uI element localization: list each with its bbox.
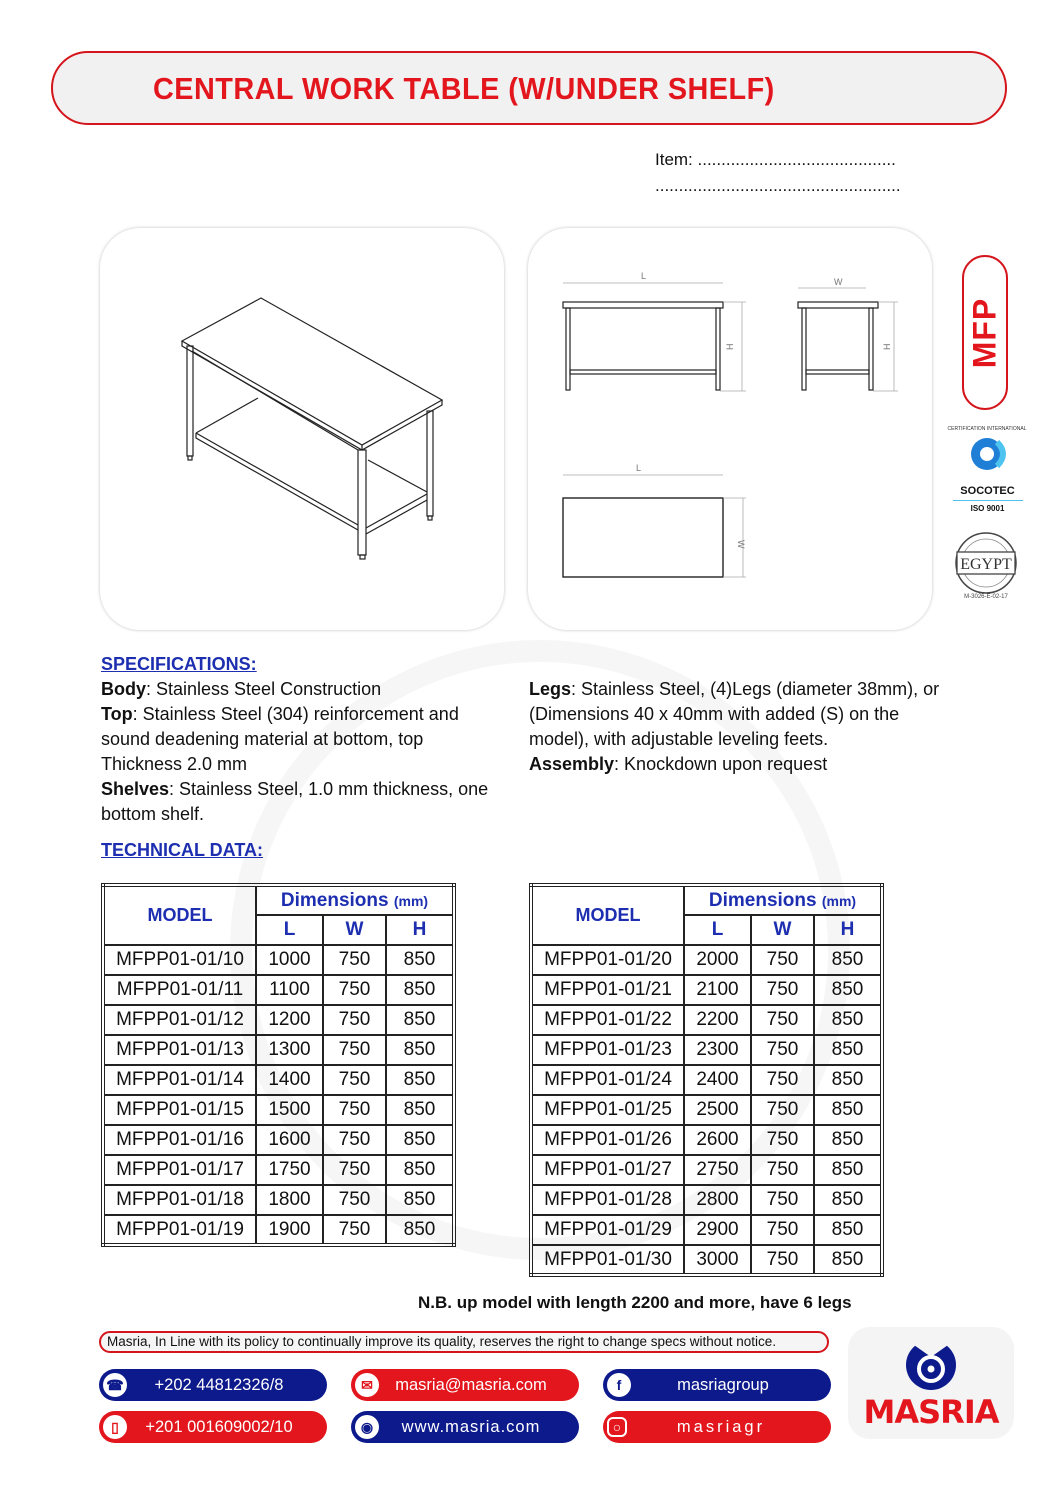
cell-model: MFPP01-01/11 (103, 975, 256, 1005)
cell-length: 2200 (684, 1005, 751, 1035)
header-H: H (386, 915, 454, 945)
legs-note: N.B. up model with length 2200 and more, have 6 legs (418, 1293, 852, 1312)
phone-icon: ☎ (103, 1373, 127, 1397)
cell-width: 750 (323, 1215, 386, 1245)
header-L: L (256, 915, 323, 945)
table-row (103, 1035, 454, 1065)
made-in-egypt-seal (947, 530, 1025, 600)
table-row (103, 1065, 454, 1095)
table-row (103, 1095, 454, 1125)
facebook-link[interactable]: f masriagroup (603, 1369, 831, 1401)
cell-model: MFPP01-01/27 (531, 1155, 684, 1185)
facebook-icon: f (607, 1373, 631, 1397)
header-dimensions: Dimensions (mm) (684, 885, 882, 915)
socotec-icon (945, 420, 1030, 482)
socotec-ring-text: CERTIFICATION INTERNATIONAL (947, 426, 1027, 432)
cell-length: 1100 (256, 975, 323, 1005)
cell-model: MFPP01-01/10 (103, 945, 256, 975)
cell-height: 850 (386, 1095, 454, 1125)
spec-assembly: Assembly: Knockdown upon request (529, 754, 828, 774)
cell-height: 850 (814, 1185, 882, 1215)
header-H: H (814, 915, 882, 945)
instagram-link[interactable]: ○ masriagr (603, 1411, 831, 1443)
cell-width: 750 (751, 1245, 814, 1275)
spec-shelves: Shelves: Stainless Steel, 1.0 mm thickness, one bottom shelf. (101, 779, 489, 824)
mfp-label: MFP (966, 297, 1003, 368)
header-model: MODEL (103, 885, 256, 945)
cell-width: 750 (751, 1095, 814, 1125)
socotec-divider (953, 500, 1023, 501)
cell-length: 2600 (684, 1125, 751, 1155)
cell-height: 850 (386, 1035, 454, 1065)
cell-length: 1800 (256, 1185, 323, 1215)
leg-back-left (187, 346, 193, 456)
table-row (531, 975, 882, 1005)
item-field: Item: .......................................... (655, 150, 896, 169)
cell-width: 750 (323, 975, 386, 1005)
cell-length: 3000 (684, 1245, 751, 1275)
cell-height: 850 (386, 945, 454, 975)
spec-top: Top: Stainless Steel (304) reinforcement and sound deadening material at bottom, top Thickness 2.0 mm (101, 704, 459, 774)
cell-width: 750 (751, 1035, 814, 1065)
cell-model: MFPP01-01/12 (103, 1005, 256, 1035)
email-link[interactable]: ✉ masria@masria.com (351, 1369, 579, 1401)
cell-model: MFPP01-01/13 (103, 1035, 256, 1065)
isometric-table-drawing (100, 228, 504, 630)
cell-model: MFPP01-01/26 (531, 1125, 684, 1155)
side-label-H: H (882, 343, 892, 350)
cell-model: MFPP01-01/22 (531, 1005, 684, 1035)
cell-height: 850 (386, 1065, 454, 1095)
disclaimer: Masria, In Line with its policy to continually improve its quality, reserves the right to change specs without notice. (99, 1331, 829, 1353)
cell-width: 750 (751, 945, 814, 975)
cell-width: 750 (323, 1095, 386, 1125)
spec-body: Body: Stainless Steel Construction (101, 679, 382, 699)
cell-width: 750 (751, 1215, 814, 1245)
orthographic-drawings (528, 228, 932, 630)
cell-width: 750 (751, 1185, 814, 1215)
cell-model: MFPP01-01/23 (531, 1035, 684, 1065)
table-row (531, 945, 882, 975)
cell-width: 750 (323, 1005, 386, 1035)
masria-wordmark: MASRIA (863, 1393, 999, 1431)
egypt-seal-icon (947, 530, 1025, 600)
table-row (531, 1155, 882, 1185)
masria-emblem-icon (848, 1327, 1014, 1397)
table-row (103, 1125, 454, 1155)
cell-length: 2500 (684, 1095, 751, 1125)
cell-model: MFPP01-01/20 (531, 945, 684, 975)
top-view (563, 463, 746, 577)
top-label-L: L (636, 463, 642, 473)
cell-height: 850 (814, 1125, 882, 1155)
cell-height: 850 (814, 1065, 882, 1095)
globe-icon: ◉ (355, 1415, 379, 1439)
cell-length: 2900 (684, 1215, 751, 1245)
egypt-code: M-3026-E-02-17 (964, 594, 1008, 600)
front-label-H: H (725, 343, 735, 350)
table-row (103, 945, 454, 975)
cell-model: MFPP01-01/17 (103, 1155, 256, 1185)
table-row (531, 1005, 882, 1035)
orthographic-drawing-panel (528, 228, 932, 630)
isometric-drawing-panel (100, 228, 504, 630)
header-model: MODEL (531, 885, 684, 945)
cell-length: 2300 (684, 1035, 751, 1065)
masria-logo (848, 1327, 1014, 1439)
cell-width: 750 (323, 1035, 386, 1065)
cell-length: 2750 (684, 1155, 751, 1185)
cell-height: 850 (814, 1005, 882, 1035)
table-row (103, 975, 454, 1005)
phone-landline[interactable]: ☎ +202 44812326/8 (99, 1369, 327, 1401)
email-icon: ✉ (355, 1373, 379, 1397)
table-row (531, 1125, 882, 1155)
cell-model: MFPP01-01/25 (531, 1095, 684, 1125)
cell-height: 850 (386, 1215, 454, 1245)
top-label-W: W (736, 540, 746, 549)
cell-height: 850 (814, 1155, 882, 1185)
table-row (531, 1095, 882, 1125)
cell-length: 1400 (256, 1065, 323, 1095)
header-dimensions: Dimensions (mm) (256, 885, 454, 915)
leg-front-left (358, 450, 366, 555)
mfp-badge (962, 255, 1008, 410)
technical-table-2 (529, 883, 884, 1277)
cell-height: 850 (814, 1245, 882, 1275)
side-label-W: W (834, 277, 843, 287)
cell-model: MFPP01-01/16 (103, 1125, 256, 1155)
table-row (103, 1215, 454, 1245)
cell-height: 850 (814, 1035, 882, 1065)
phone-mobile[interactable]: ▯ +201 001609002/10 (99, 1411, 327, 1443)
side-view (798, 277, 898, 391)
cell-length: 1900 (256, 1215, 323, 1245)
cell-model: MFPP01-01/18 (103, 1185, 256, 1215)
cell-model: MFPP01-01/21 (531, 975, 684, 1005)
cell-model: MFPP01-01/24 (531, 1065, 684, 1095)
header-W: W (751, 915, 814, 945)
cell-height: 850 (814, 975, 882, 1005)
header-L: L (684, 915, 751, 945)
cell-model: MFPP01-01/29 (531, 1215, 684, 1245)
cell-height: 850 (386, 1005, 454, 1035)
socotec-certification-logo (945, 420, 1030, 520)
cell-width: 750 (323, 1125, 386, 1155)
cell-model: MFPP01-01/19 (103, 1215, 256, 1245)
table-row (103, 1185, 454, 1215)
cell-model: MFPP01-01/30 (531, 1245, 684, 1275)
page-title: CENTRAL WORK TABLE (W/UNDER SHELF) (153, 71, 775, 106)
front-view (563, 271, 746, 391)
table-row (103, 1005, 454, 1035)
cell-length: 1600 (256, 1125, 323, 1155)
table-row (531, 1245, 882, 1275)
cell-length: 1000 (256, 945, 323, 975)
cell-height: 850 (814, 945, 882, 975)
cell-length: 2000 (684, 945, 751, 975)
cell-model: MFPP01-01/14 (103, 1065, 256, 1095)
cell-width: 750 (323, 1065, 386, 1095)
table-row (531, 1065, 882, 1095)
item-field-line2: .................................................... (655, 176, 901, 195)
spec-legs: Legs: Stainless Steel, (4)Legs (diameter 38mm), or (Dimensions 40 x 40mm with added (S) on the model), with adjustable leveling feets. (529, 679, 940, 749)
instagram-icon: ○ (607, 1417, 627, 1437)
cell-width: 750 (751, 1155, 814, 1185)
cell-width: 750 (323, 1155, 386, 1185)
title-banner (51, 51, 1007, 125)
cell-width: 750 (323, 945, 386, 975)
cell-height: 850 (386, 1125, 454, 1155)
socotec-label: SOCOTEC (960, 485, 1015, 497)
table-row (531, 1185, 882, 1215)
cell-height: 850 (814, 1215, 882, 1245)
cell-height: 850 (386, 975, 454, 1005)
technical-data-heading: TECHNICAL DATA: (101, 840, 263, 860)
specifications-right (529, 677, 949, 777)
cell-length: 1300 (256, 1035, 323, 1065)
specifications-heading: SPECIFICATIONS: (101, 654, 257, 674)
cell-height: 850 (814, 1095, 882, 1125)
cell-length: 1750 (256, 1155, 323, 1185)
iso-label: ISO 9001 (970, 504, 1005, 513)
website-link[interactable]: ◉ www.masria.com (351, 1411, 579, 1443)
cell-length: 2800 (684, 1185, 751, 1215)
header-W: W (323, 915, 386, 945)
cell-model: MFPP01-01/15 (103, 1095, 256, 1125)
mobile-phone-icon: ▯ (103, 1415, 127, 1439)
cell-length: 1500 (256, 1095, 323, 1125)
specifications-left (101, 652, 501, 827)
table-row (103, 1155, 454, 1185)
front-label-L: L (641, 271, 647, 281)
egypt-label: EGYPT (960, 556, 1012, 573)
table-row (531, 1035, 882, 1065)
cell-length: 2400 (684, 1065, 751, 1095)
cell-model: MFPP01-01/28 (531, 1185, 684, 1215)
cell-width: 750 (751, 1065, 814, 1095)
technical-table-1 (101, 883, 456, 1247)
cell-length: 1200 (256, 1005, 323, 1035)
cell-width: 750 (323, 1185, 386, 1215)
cell-height: 850 (386, 1155, 454, 1185)
cell-length: 2100 (684, 975, 751, 1005)
cell-height: 850 (386, 1185, 454, 1215)
cell-width: 750 (751, 1125, 814, 1155)
cell-width: 750 (751, 1005, 814, 1035)
table-row (531, 1215, 882, 1245)
leg-front-right (427, 411, 433, 516)
cell-width: 750 (751, 975, 814, 1005)
